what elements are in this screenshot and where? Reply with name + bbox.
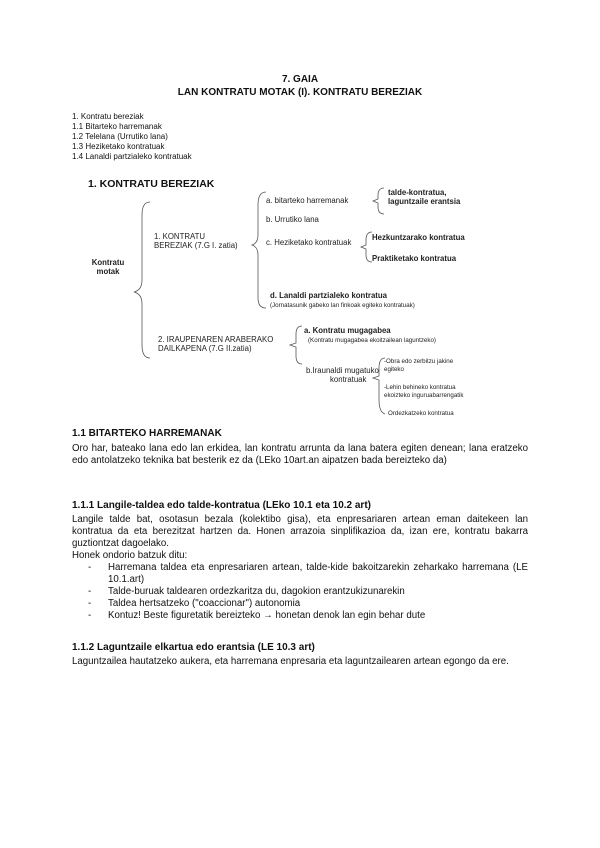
toc-item: 1.1 Bitarteko harremanak bbox=[72, 122, 162, 131]
diagram-node-d-note: (Jornatasunik gabeko lan finkoak egiteko kontratuak) bbox=[270, 302, 415, 309]
consequence-list bbox=[88, 562, 528, 622]
section-heading: 1. KONTRATU BEREZIAK bbox=[88, 178, 215, 190]
diagram-node-behin: -Lehin behineko kontratua ekoizteko inguruabarrengatik bbox=[384, 384, 464, 399]
doc-title: LAN KONTRATU MOTAK (I). KONTRATU BEREZIAK bbox=[177, 87, 423, 98]
list-item: - Taldea hertsatzeko ("coaccionar") autonomia bbox=[88, 598, 528, 610]
list-item: - Kontuz! Beste figuretatik bereizteko → honetan denok lan egin behar dute bbox=[88, 610, 528, 622]
toc-item: 1.4 Lanaldi partzialeko kontratuak bbox=[72, 152, 192, 161]
diagram-node-mugagabea-note: (Kontratu mugagabea ekoitzailean laguntzeko) bbox=[308, 337, 436, 344]
diagram-node-mugagabea: a. Kontratu mugagabea bbox=[304, 326, 391, 335]
diagram-node-d: d. Lanaldi partzialeko kontratua bbox=[270, 291, 387, 300]
list-item: - Talde-buruak taldearen ordezkaritza du, dagokion erantzukizunarekin bbox=[88, 586, 528, 598]
diagram-node-ordezkatzeko: Ordezkatzeko kontratua bbox=[388, 410, 454, 417]
section-1-1-1-heading: 1.1.1 Langile-taldea edo talde-kontratua (LEko 10.1 eta 10.2 art) bbox=[72, 500, 371, 511]
section-1-1-text: Oro har, bateako lana edo lan erkidea, lan kontratu arrunta da lana batera egiten denean; lana eratzeko edo antolatzeko teknika bat besterik ez da (LEko 10art.an aipatzen bada bereizteko da) bbox=[72, 443, 528, 467]
section-1-1-2-text: Laguntzailea hautatzeko aukera, eta harremana enpresaria eta laguntzailearen artean egongo da ere. bbox=[72, 656, 509, 667]
section-1-1-heading: 1.1 BITARTEKO HARREMANAK bbox=[72, 428, 222, 439]
diagram-branch-2: 2. IRAUPENAREN ARABERAKO DAILKAPENA (7.G II.zatia) bbox=[158, 335, 274, 354]
doc-title-number: 7. GAIA bbox=[281, 74, 319, 85]
diagram-node-b: b. Urrutiko lana bbox=[266, 215, 319, 224]
section-1-1-2-heading: 1.1.2 Laguntzaile elkartua edo erantsia (LE 10.3 art) bbox=[72, 642, 315, 653]
section-1-1-1-intro: Honek ondorio batzuk ditu: bbox=[72, 550, 188, 561]
toc-item: 1.3 Heziketako kontratuak bbox=[72, 142, 165, 151]
section-1-1-1-text: Langile talde bat, osotasun bezala (kolektibo gisa), eta enpresariaren artean eman daitekeen lan kontratua da eta berezitzat hartzen da. Honen arrazoia sinplifikazioa da, izan ere, kontratu bakarra guztiontzat dagoelako. bbox=[72, 514, 528, 550]
diagram-node-c: c. Heziketako kontratuak bbox=[266, 238, 352, 247]
toc-item: 1. Kontratu bereziak bbox=[72, 112, 144, 121]
diagram-node-a: a. bitarteko harremanak bbox=[266, 196, 349, 205]
diagram-node-mugatuko: b.Iraunaldi mugatuko kontratuak bbox=[306, 366, 379, 385]
diagram-node-c-sub1: Hezkuntzarako kontratua bbox=[372, 233, 465, 242]
diagram-node-a-sub: talde-kontratua, laguntzaile erantsia bbox=[388, 188, 461, 207]
diagram-root: Kontratu motak bbox=[91, 258, 125, 277]
list-item: - Harremana taldea eta enpresariaren artean, talde-kide bakoitzarekin zeharkako harremana (LE 10.1.art) bbox=[88, 562, 528, 586]
diagram-node-obra: -Obra edo zerbitzu jakine egiteko bbox=[384, 358, 454, 373]
toc-item: 1.2 Telelana (Urrutiko lana) bbox=[72, 132, 168, 141]
diagram-branch-1: 1. KONTRATU BEREZIAK (7.G I. zatia) bbox=[154, 232, 238, 251]
diagram-node-c-sub2: Praktiketako kontratua bbox=[372, 254, 457, 263]
